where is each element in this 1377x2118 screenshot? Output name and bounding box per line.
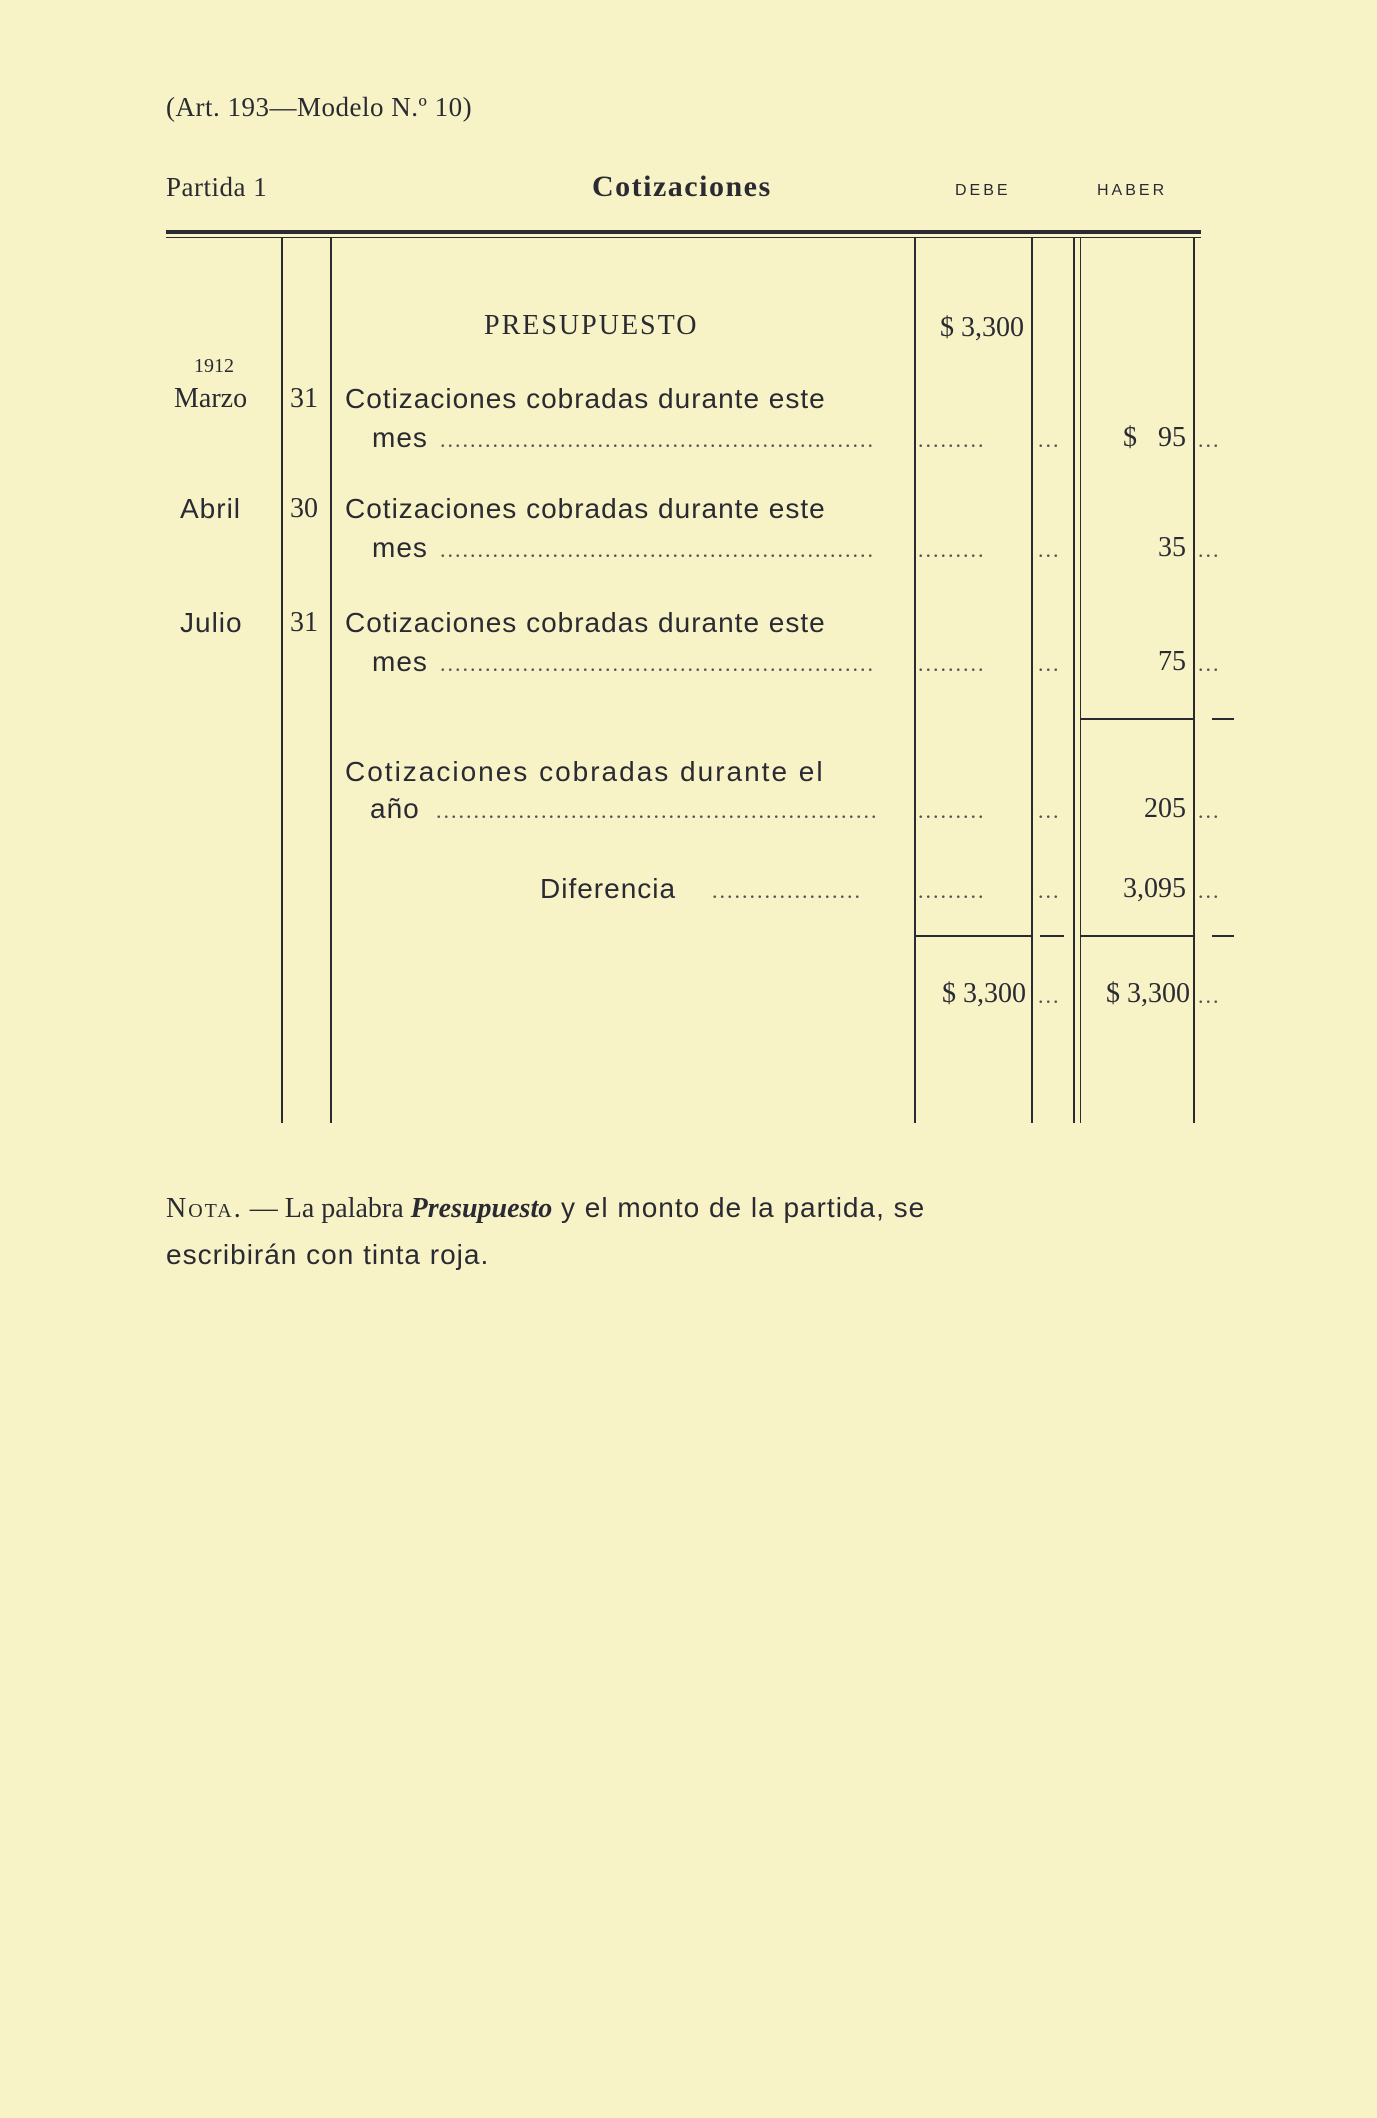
diferencia-haber: 3,095 bbox=[1123, 873, 1186, 904]
leader-dots: ........................................................... bbox=[436, 798, 879, 823]
leader-dots: ... bbox=[1038, 798, 1061, 823]
leader-dots: ... bbox=[1198, 427, 1221, 452]
leader-dots: .................... bbox=[712, 878, 862, 903]
leader-dots: .......................................................... bbox=[440, 427, 875, 452]
total-rule-debe bbox=[914, 935, 1031, 937]
row-month-julio: Julio bbox=[180, 607, 243, 638]
total-haber: $ 3,300 bbox=[1106, 978, 1190, 1009]
leader-dots: ......... bbox=[918, 537, 986, 562]
col-divider-debe-dots bbox=[1031, 238, 1033, 1123]
leader-dots: ... bbox=[1198, 983, 1221, 1008]
top-rule bbox=[166, 230, 1201, 234]
leader-dots: ... bbox=[1038, 537, 1061, 562]
leader-dots: ... bbox=[1038, 983, 1061, 1008]
row-day-abril: 30 bbox=[290, 493, 318, 524]
total-rule-debe-dots bbox=[1040, 935, 1064, 937]
diferencia-label: Diferencia bbox=[540, 873, 677, 904]
row-desc2-abril: mes bbox=[372, 532, 428, 563]
row-day-julio: 31 bbox=[290, 607, 318, 638]
leader-dots: ......... bbox=[918, 651, 986, 676]
year-total-desc2: año bbox=[370, 793, 420, 824]
subtotal-rule-haber-dots bbox=[1212, 718, 1234, 720]
leader-dots: .......................................................... bbox=[440, 537, 875, 562]
col-divider-debe bbox=[1073, 238, 1075, 1123]
leader-dots: .......................................................... bbox=[440, 651, 875, 676]
leader-dots: ......... bbox=[918, 798, 986, 823]
row-haber-marzo: $ 95 bbox=[1123, 422, 1186, 453]
partida-label: Partida 1 bbox=[166, 172, 268, 202]
leader-dots: ... bbox=[1038, 651, 1061, 676]
article-reference-text: (Art. 193—Modelo N.º 10) bbox=[166, 92, 473, 122]
note-lead: Nota. bbox=[166, 1193, 243, 1224]
row-desc-julio: Cotizaciones cobradas durante este bbox=[345, 607, 826, 638]
row-month-marzo: Marzo bbox=[174, 383, 248, 414]
row-desc-abril: Cotizaciones cobradas durante este bbox=[345, 493, 826, 524]
leader-dots: ... bbox=[1038, 878, 1061, 903]
total-debe: $ 3,300 bbox=[942, 978, 1026, 1009]
col-divider-haber bbox=[1080, 238, 1081, 1123]
row-haber-julio: 75 bbox=[1158, 646, 1186, 677]
top-rule-thin bbox=[166, 237, 1201, 238]
leader-dots: ... bbox=[1198, 537, 1221, 562]
total-rule-haber bbox=[1080, 935, 1193, 937]
year-total-haber: 205 bbox=[1144, 793, 1186, 824]
col-divider-haber-dots bbox=[1193, 238, 1195, 1123]
note-line2: escribirán con tinta roja. bbox=[166, 1239, 490, 1270]
year-total-desc: Cotizaciones cobradas durante el bbox=[345, 756, 825, 787]
year-label: 1912 bbox=[194, 355, 234, 377]
leader-dots: ... bbox=[1198, 878, 1221, 903]
leader-dots: ......... bbox=[918, 427, 986, 452]
haber-header: HABER bbox=[1097, 182, 1168, 199]
leader-dots: ......... bbox=[918, 878, 986, 903]
leader-dots: ... bbox=[1198, 651, 1221, 676]
row-day-marzo: 31 bbox=[290, 383, 318, 414]
total-rule-haber-dots bbox=[1212, 935, 1234, 937]
debe-header: DEBE bbox=[955, 182, 1011, 199]
row-month-abril: Abril bbox=[180, 493, 242, 524]
note-text-b: y el monto de la partida, se bbox=[552, 1192, 926, 1223]
leader-dots: ... bbox=[1038, 427, 1061, 452]
col-divider-date bbox=[281, 238, 283, 1123]
note-emphasis: Presupuesto bbox=[410, 1193, 553, 1224]
row-haber-abril: 35 bbox=[1158, 532, 1186, 563]
subtotal-rule-haber bbox=[1080, 718, 1193, 720]
presupuesto-amount: $ 3,300 bbox=[940, 312, 1024, 343]
note-text-a: — La palabra bbox=[242, 1193, 411, 1224]
col-divider-day bbox=[330, 238, 332, 1123]
footnote bbox=[166, 1185, 1236, 1279]
leader-dots: ... bbox=[1198, 798, 1221, 823]
presupuesto-label: PRESUPUESTO bbox=[484, 310, 699, 341]
row-desc2-julio: mes bbox=[372, 646, 428, 677]
page-title: Cotizaciones bbox=[592, 170, 772, 203]
row-desc2-marzo: mes bbox=[372, 422, 428, 453]
row-desc-marzo: Cotizaciones cobradas durante este bbox=[345, 383, 826, 414]
